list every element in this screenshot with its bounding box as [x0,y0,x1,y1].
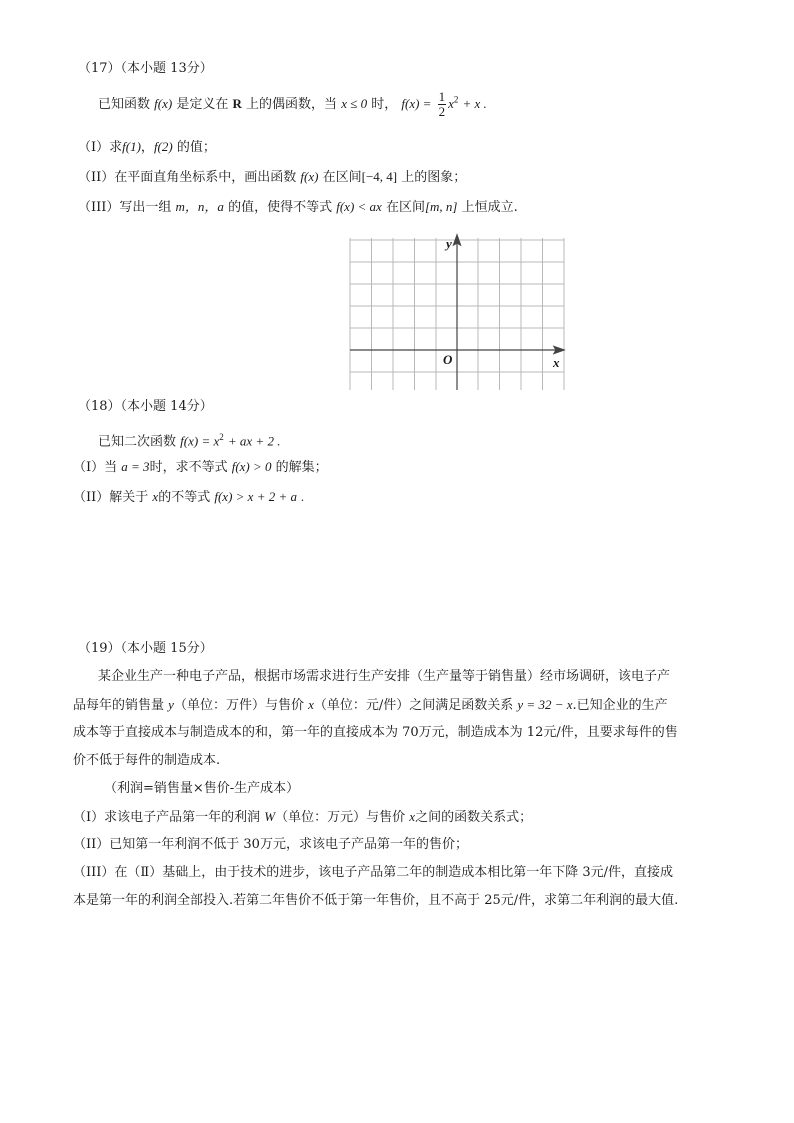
q18-part2-tail: . [301,489,305,504]
q19-part1-b: （单位：万元）与售价 [275,810,406,825]
q17-coordinate-grid [344,232,570,394]
x-axis-label: x [553,355,560,370]
q17-stem-rhs: x [448,96,454,111]
q17-part3-label: （III）写出一组 [78,200,172,215]
origin-label: O [443,352,453,367]
q19-formula: （利润=销售量×售价-生产成本） [104,781,300,796]
q17-part3-mid2: 在区间 [385,200,425,215]
q19-p2-eq: y = 32 − x [517,697,573,712]
q17-stem-a: 已知函数 [98,97,151,112]
q19-para-line4: 价不低于每件的制造成本. [73,753,221,768]
q17-part3-vars: m，n，a [175,199,224,214]
q17-stem-fx: f(x) [154,96,173,111]
q17-stem-rhs-exp: 2 [453,94,459,105]
q17-stem [98,90,487,119]
q18-part1-mid: 时，求不等式 [149,460,228,475]
q17-part1-label: （Ⅰ）求 [78,140,123,155]
q17-part2-interval: [−4, 4] [361,169,398,184]
q19-para-line1: 某企业生产一种电子产品，根据市场需求进行生产安排（生产量等于销售量）经市场调研，该电子产 [98,669,671,684]
x-axis-arrow [554,347,564,354]
q18-part1-cond: a = 3 [121,459,150,474]
q19-p2-c: （单位：元/件）之间满足函数关系 [313,698,514,713]
q19-part1 [73,808,532,827]
q18-stem-exp: 2 [219,432,224,442]
q18-stem-tail: + ax + 2 . [227,433,281,449]
y-axis-label: y [446,236,452,251]
q17-part3-tail: 上恒成立. [461,200,518,215]
q19-part1-a: （I）求该电子产品第一年的利润 [73,810,261,825]
q17-stem-tail: + x . [462,96,487,111]
q19-p2-b: （单位：万件）与售价 [173,698,304,713]
q18-part1 [73,458,328,477]
q19-p2-d: .已知企业的生产 [572,698,668,713]
q19-part2: （II）已知第一年利润不低于 30万元，求该电子产品第一年的售价； [73,837,468,852]
q17-stem-cond: x ≤ 0 [341,96,368,111]
q18-part2-mid: 的不等式 [158,490,211,505]
q17-part1 [78,138,216,157]
q17-part3-ineq: f(x) < ax [336,199,382,214]
q17-frac-num: 1 [438,89,446,104]
q17-part2 [78,168,466,187]
q17-stem-lhs: f(x) = [401,96,432,111]
q17-part2-tail: 上的图象； [401,170,467,185]
q17-part2-label: （II）在平面直角坐标系中，画出函数 [78,170,297,185]
q17-part1-f2: f(2) [153,139,173,154]
q17-header: （17）（本小题 13分） [78,61,213,76]
q19-part1-c: 之间的函数关系式； [415,810,533,825]
q17-part1-tail: 的值； [176,140,216,155]
q18-part1-label: （I）当 [73,460,118,475]
q17-part2-fx: f(x) [300,169,319,184]
q19-p2-x: x [308,697,314,712]
q19-part3-line1: （III）在（Ⅱ）基础上，由于技术的进步，该电子产品第二年的制造成本相比第一年下降 3元/件，直接成 [73,865,674,880]
q19-part3-line2: 本是第一年的利润全部投入.若第二年售价不低于第一年售价，且不高于 25元/件，求第二年利润的最大值. [73,893,679,908]
q17-part1-f1: f(1) [122,139,141,154]
q17-stem-b: 是定义在 [176,97,229,112]
q17-part3-interval: [m, n] [424,199,458,214]
q17-stem-R: R [232,96,242,111]
q18-stem-a: 已知二次函数 [98,434,177,450]
q17-part3 [78,198,518,217]
q18-stem-eq: f(x) = x [180,433,220,449]
q18-part1-tail: 的解集； [275,460,328,475]
q17-fraction [438,90,447,119]
q18-part2-var: x [152,489,159,504]
q18-stem [98,428,280,451]
q18-part1-ineq: f(x) > 0 [231,459,272,474]
q19-part1-W: W [264,809,276,824]
q17-part3-mid: 的值，使得不等式 [228,200,333,215]
q18-header: （18）（本小题 14分） [78,399,213,414]
q17-part1-sep: ， [140,140,154,155]
axes [350,235,564,390]
q17-stem-d: 时， [371,97,398,112]
q19-para-line2 [73,696,668,715]
q18-part2 [73,488,304,507]
q19-p2-a: 品每年的销售量 [73,698,165,713]
q18-part2-label: （II）解关于 [73,490,149,505]
q18-part2-ineq: f(x) > x + 2 + a [214,489,297,504]
q17-stem-c: 上的偶函数，当 [246,97,338,112]
q19-part1-x: x [409,809,416,824]
q17-frac-den: 2 [438,104,446,119]
q19-header: （19）（本小题 15分） [78,641,213,656]
q19-para-line3: 成本等于直接成本与制造成本的和，第一年的直接成本为 70万元，制造成本为 12元/件，且要求每件的售 [73,725,678,740]
q17-part2-mid: 在区间 [322,170,362,185]
q19-p2-y: y [168,697,174,712]
